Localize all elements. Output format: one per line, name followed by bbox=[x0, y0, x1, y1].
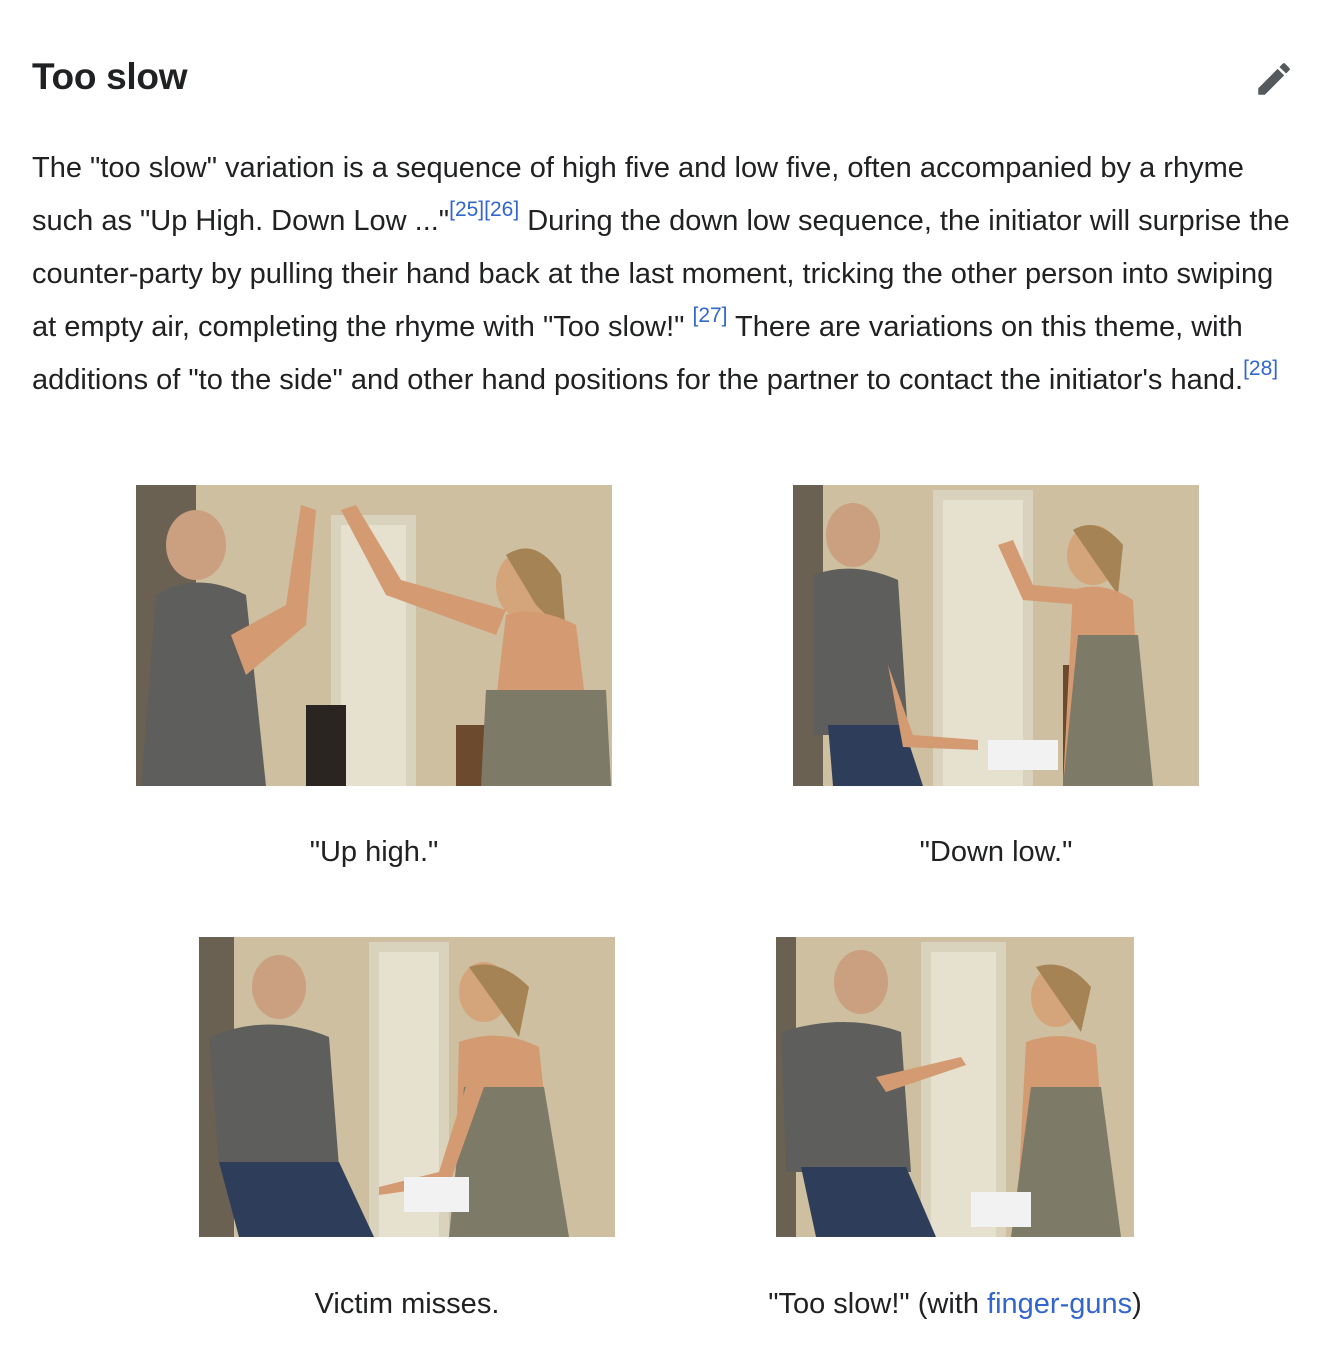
finger-guns-link[interactable]: finger-guns bbox=[987, 1288, 1133, 1320]
gallery-caption: Victim misses. bbox=[314, 1288, 500, 1320]
section-heading: Too slow bbox=[32, 56, 188, 97]
gallery-caption: "Down low." bbox=[919, 836, 1073, 868]
gallery-caption bbox=[700, 1288, 1210, 1321]
gallery-image-down-low[interactable] bbox=[793, 485, 1199, 786]
gallery-image-up-high[interactable] bbox=[136, 485, 612, 786]
reference-link[interactable]: [25] bbox=[449, 198, 485, 221]
gallery-caption: "Up high." bbox=[309, 836, 439, 868]
reference-link[interactable]: [28] bbox=[1243, 357, 1279, 380]
paragraph-text: The "too slow" variation is a sequence of high five and low five, often accompanied by a rhyme such as "Up High. Down Low ..." bbox=[32, 152, 1244, 237]
paragraph-text: During the down low sequence, the initiator will surprise the counter-party by pulling their hand back at the last moment, tricking the other person into swiping at empty air, completing the rhyme with "Too slow!" bbox=[32, 205, 1290, 343]
gallery-image-too-slow[interactable] bbox=[776, 937, 1134, 1237]
pencil-icon[interactable] bbox=[1253, 58, 1295, 100]
paragraph-text: There are variations on this theme, with additions of "to the side" and other hand positions for the partner to contact the initiator's hand. bbox=[32, 311, 1244, 396]
reference-link[interactable]: [27] bbox=[692, 304, 728, 327]
section-paragraph bbox=[32, 142, 1294, 407]
caption-text: "Too slow!" (with bbox=[768, 1288, 988, 1320]
gallery-image-victim-misses[interactable] bbox=[199, 937, 615, 1237]
reference-link[interactable]: [26] bbox=[484, 198, 520, 221]
caption-text: ) bbox=[1132, 1288, 1142, 1320]
